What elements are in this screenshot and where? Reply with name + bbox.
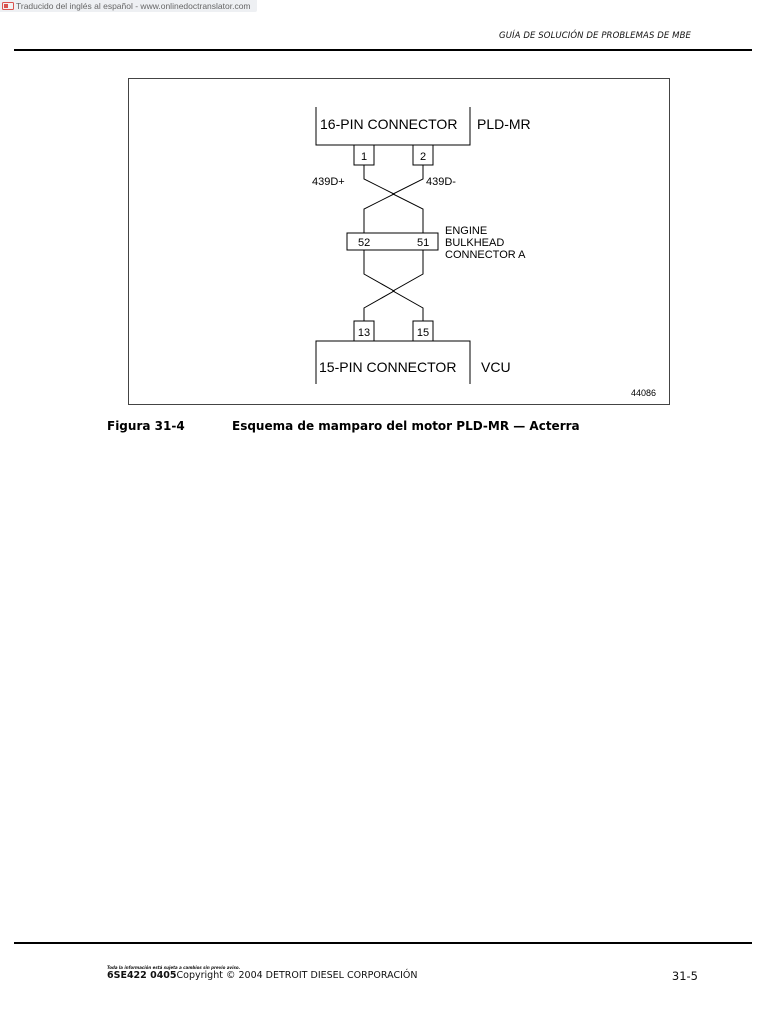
top-pin-2-label: 2 — [419, 151, 427, 163]
translator-banner[interactable] — [0, 0, 257, 12]
top-pin-1-label: 1 — [360, 151, 368, 163]
wire-label-negative: 439D- — [426, 176, 456, 188]
upper-twisted-pair — [364, 165, 423, 233]
top-connector-module: PLD-MR — [477, 116, 531, 132]
translator-logo-icon — [2, 2, 14, 10]
bulkhead-pin-52: 52 — [358, 237, 371, 249]
footer-rule — [14, 942, 752, 944]
bottom-connector-module: VCU — [481, 359, 511, 375]
bottom-connector-label: 15-PIN CONNECTOR — [319, 359, 457, 375]
bulkhead-label-line-1: ENGINE — [445, 225, 488, 237]
bottom-pin-15-label: 15 — [416, 327, 430, 339]
bulkhead-schematic — [129, 79, 671, 406]
header-rule — [14, 49, 752, 51]
lower-twisted-pair — [364, 254, 423, 321]
doc-code: 6SE422 0405 — [107, 970, 177, 981]
bottom-pin-13-label: 13 — [357, 327, 371, 339]
bulkhead-pin-51: 51 — [417, 237, 430, 249]
translator-banner-text[interactable]: Traducido del inglés al español - www.onlinedoctranslator.com — [16, 1, 251, 11]
bulkhead-label-line-3: CONNECTOR A — [445, 249, 526, 261]
wire-label-positive: 439D+ — [312, 176, 345, 188]
figure-id: 44086 — [631, 388, 657, 398]
running-header: GUÍA DE SOLUCIÓN DE PROBLEMAS DE MBE — [499, 31, 691, 41]
copyright-text: Copyright © 2004 DETROIT DIESEL CORPORACIÓN — [176, 970, 418, 981]
top-connector-label: 16-PIN CONNECTOR — [320, 116, 458, 132]
figure-frame — [128, 78, 670, 405]
footer-copyright-line — [107, 970, 417, 981]
footer-notice: Toda la información está sujeta a cambios sin previo aviso. — [107, 965, 241, 970]
bulkhead-label-line-2: BULKHEAD — [445, 237, 505, 249]
figure-number: Figura 31-4 — [107, 419, 185, 433]
figure-title: Esquema de mamparo del motor PLD-MR — Acterra — [232, 419, 580, 433]
page-number: 31-5 — [671, 969, 698, 983]
